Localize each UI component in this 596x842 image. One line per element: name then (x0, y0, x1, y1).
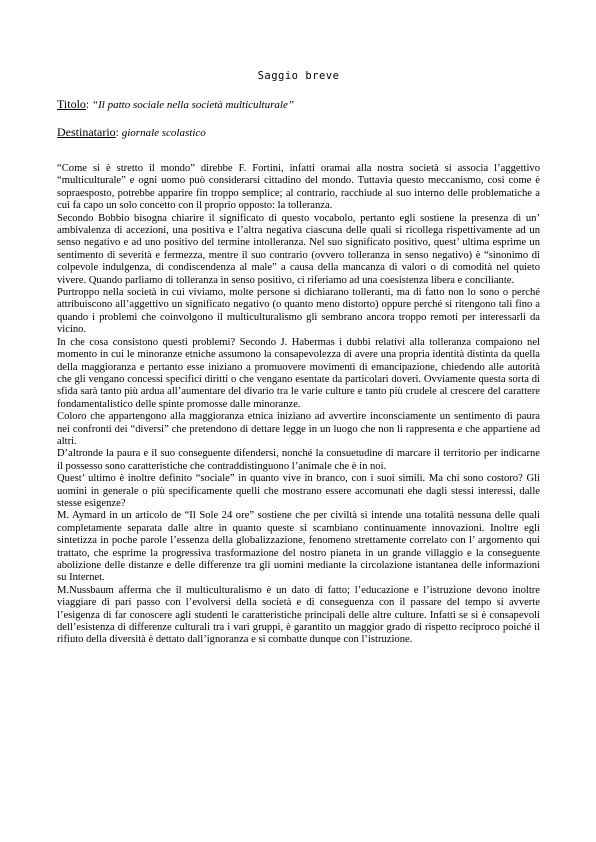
paragraph: M. Aymard in un articolo de “Il Sole 24 ore” sostiene che per civiltà si intende una totalità nessuna delle quali completamente separata dalle altre in quanto queste si scambiano continuamente innovazioni. Inoltre egli sintetizza in poche parole l’essenza della globalizzazione, fenomeno strettamente correlato con l’ argomento qui trattato, che esprime la progressiva trasformazione del nostro pianeta in un grande villaggio e la conseguente abolizione delle distanze e delle differenze tra gli uomini mediante la circolazione istantanea delle informazioni su Internet. (57, 510, 540, 584)
paragraph: D’altronde la paura e il suo conseguente difendersi, nonché la consuetudine di marcare il territorio per indicarne il possesso sono caratteristiche che contraddistinguono l’animale che è in noi. (57, 448, 540, 472)
paragraph: “Come si è stretto il mondo” direbbe F. Fortini, infatti oramai alla nostra società si associa l’aggettivo “multiculturale” e ogni uomo può considerarsi cittadino del mondo. Tuttavia questo meccanismo, così come è sopraesposto, potrebbe apparire fin troppo semplice; al contrario, racchiude al suo interno delle problematiche a cui fa capo un solo concetto con il proprio opposto: la tolleranza. (57, 163, 540, 212)
paragraph: Secondo Bobbio bisogna chiarire il significato di questo vocabolo, pertanto egli sostiene la presenza di un’ ambivalenza di accezioni, una positiva e l’altra negativa ciascuna delle quali si ricollega rispettivamente ad un senso negativo e ad uno positivo del termine intolleranza. Nel suo significato positivo, quest’ ultima esprime un sentimento di severità e fermezza, mentre il suo contrario (ovvero tolleranza in senso negativo) è “sinonimo di colpevole indulgenza, di condiscendenza al male” a causa della mancanza di valori o di comodità nel quieto vivere. Quando parliamo di tolleranza in senso positivo, ci riferiamo ad una coesistenza libera e conciliante. (57, 212, 540, 286)
title-label: Titolo (57, 97, 86, 111)
recipient-line (57, 125, 206, 140)
paragraph: Quest’ ultimo è inoltre definito “sociale” in quanto vive in branco, con i suoi simili. Ma chi sono costoro? Gli uomini in generale o più specificamente quelli che mostrano essere accomunati ehe dagli stessi interessi, dalle stesse esigenze? (57, 473, 540, 509)
paragraph: M.Nussbaum afferma che il multiculturalismo è un dato di fatto; l’educazione e l’istruzione devono inoltre viaggiare di pari passo con l’evolversi della società e di conseguenza con il passare del tempo si avverte l’esigenza di far conoscere agli studenti le caratteristiche principali delle altre culture. Infatti se si è consapevoli dell’esistenza di differenze culturali tra i vari gruppi, è garantito un maggior grado di rispetto reciproco poiché il rifiuto della diversità è dettato dall’ignoranza e si combatte dunque con l’istruzione. (57, 584, 540, 646)
recipient-value: giornale scolastico (121, 127, 206, 139)
paragraph: In che cosa consistono questi problemi? Secondo J. Habermas i dubbi relativi alla tolleranza compaiono nel momento in cui le minoranze etniche assumono la consapevolezza di avere una propria identità distinta da quella della maggioranza e pertanto esse iniziano a promuovere movimenti di emancipazione, chiedendo alle autorità che gli vengano concessi specifici diritti o che vengano esentate da particolari doveri. Ovviamente questa sorta di sfida sarà tanto più ardua all’aumentare del divario tra le varie culture e tanto più crudele al crescere del carattere fondamentalistico delle spinte promosse dalle minoranze. (57, 336, 540, 410)
essay-body (57, 163, 540, 647)
title-value: “Il patto sociale nella società multiculturale” (92, 99, 294, 111)
paragraph: Purtroppo nella società in cui viviamo, molte persone si dichiarano tolleranti, ma di fatto non lo sono o perché attribuiscono all’aggettivo un significato negativo (o quanto meno distorto) oppure perché si ritengono tali fino a quando i problemi che coinvolgono il multiculturalismo gli sembrano ancora troppo remoti per interessarli da vicino. (57, 287, 540, 336)
document-heading: Saggio breve (257, 70, 340, 82)
title-line (57, 97, 294, 112)
title-separator: : (85, 99, 92, 111)
recipient-separator: : (115, 127, 122, 139)
paragraph: Coloro che appartengono alla maggioranza etnica iniziano ad avvertire inconsciamente un sentimento di paura nei confronti dei “diversi” che pretendono di dettare legge in un luogo che non li rappresenta e che appartiene ad altri. (57, 411, 540, 447)
recipient-label: Destinatario (57, 125, 116, 139)
